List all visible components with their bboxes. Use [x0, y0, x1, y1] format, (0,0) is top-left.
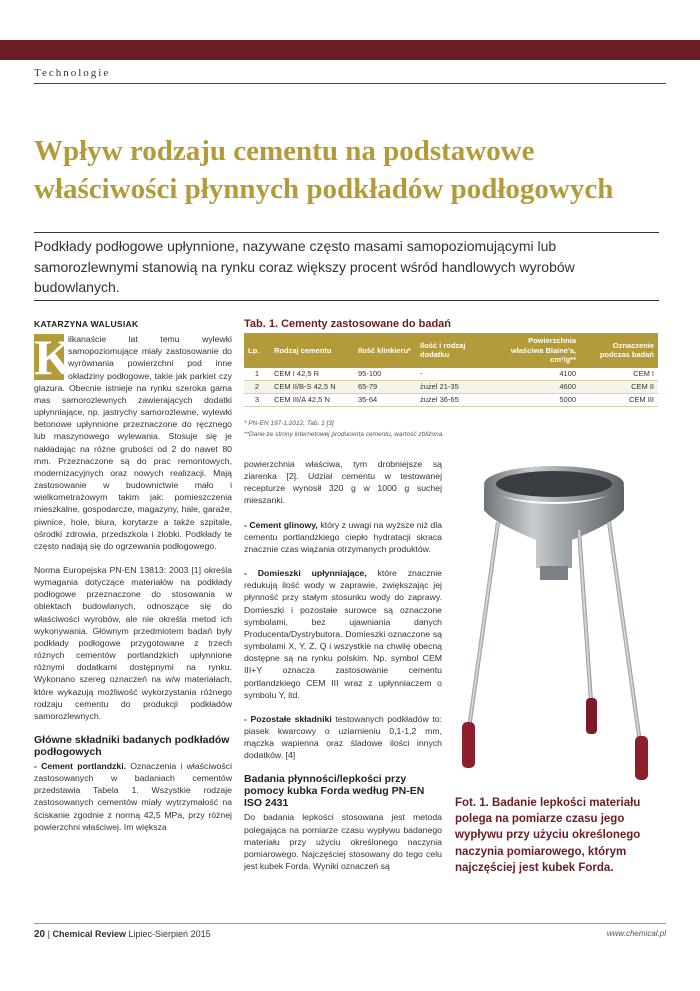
table-row — [244, 380, 658, 393]
label-other: - Pozostałe składniki — [244, 713, 332, 724]
ford-cup-photo — [452, 460, 662, 785]
issue-date: Lipiec-Sierpień 2015 — [128, 929, 211, 939]
paragraph-admixtures — [244, 567, 442, 701]
cell-designation: CEM II — [580, 380, 658, 393]
figure-caption: Fot. 1. Badanie lepkości materiału polega na pomiarze czasu jego wypływu przy użyciu określonego naczynia pomiarowego, którym najczęściej jest kubek Forda. — [455, 797, 641, 874]
col-header-blaine: Powierzchnia właściwa Blaine'a, cm²/g** — [492, 333, 580, 368]
paragraph-intro-text: ilkanaście lat temu wylewki samopoziomujące miały zastosowanie do wyrównania powierzchni pod inne okładziny podłogowe, takie jak parkiet czy glazura. Obecnie istnieje na rynku szeroka gama mas samorozlewnych zawierających dodatki upłynniające, np. jastrychy samorozlewne, wylewki betonowe upłynnione przeznaczone do ręcznego lub maszynowego wylewania. Stosuje się je nakładając na różne grubości od 2 do nawet 80 mm. Przeznaczone są do prac remontowych, modernizacyjnych oraz nowych realizacji. Mają zastosowanie w budownictwie mało i wielkometrażowym takim jak: pomieszczenia mieszkalne, gospodarcze, magazyny, hale, garaże, piwnice, hole, biura, korytarze a także szpitale, ośrodki zdrowia, przedszkola i żłobki. Podkłady te często nadają się do ogrzewania podłogowego. — [34, 334, 232, 551]
title-line-1: Wpływ rodzaju cementu na podstawowe — [34, 135, 535, 167]
article-title — [34, 132, 674, 208]
top-color-bar — [0, 40, 700, 60]
cement-table — [244, 333, 658, 407]
cell-blaine: 4100 — [492, 368, 580, 381]
subheading-components: Główne składniki badanych podkładów podłogowych — [34, 734, 230, 758]
lead-divider-top — [34, 232, 659, 233]
col-header-additive: Ilość i rodzaj dodatku — [416, 333, 492, 368]
cell-additive: - — [416, 368, 492, 381]
text-other: testowanych podkładów to: piasek kwarcowy o uziarnieniu 0,1-1,2 mm, mączka wapienna oraz śladowe ilości innych dodatków. [4] — [244, 713, 442, 761]
cell-lp: 2 — [244, 380, 270, 393]
cell-clinker: 65-79 — [354, 380, 416, 393]
cell-type: CEM II/B-S 42,5 N — [270, 380, 354, 393]
page-number: 20 — [34, 929, 46, 940]
article-lead: Podkłady podłogowe upłynnione, nazywane często masami samopoziomującymi lub samorozlewnymi stanowią na rynku coraz większy procent wśród handlowych wyrobów budowlanych. — [34, 238, 575, 295]
paragraph-viscosity: Do badania lepkości stosowana jest metoda polegająca na pomiarze czasu wypływu badanego materiału przy użyciu określonego naczynia pomiarowego. Najczęściej stosowany do tego celu jest kubek Forda. Wyniki oznaczeń są — [244, 812, 442, 872]
subheading-viscosity: Badania płynności/lepkości przy pomocy kubka Forda według PN-EN ISO 2431 — [244, 773, 425, 810]
cell-blaine: 4600 — [492, 380, 580, 393]
col-header-lp: Lp. — [244, 333, 270, 368]
col-header-type: Rodzaj cementu — [270, 333, 354, 368]
paragraph-intro — [34, 329, 232, 552]
section-divider — [34, 83, 666, 84]
table-row — [244, 393, 658, 406]
cell-designation: CEM I — [580, 368, 658, 381]
cell-clinker: 95-100 — [354, 368, 416, 381]
footnote-1: * PN-EN 197-1:2012, Tab. 1 [3] — [244, 420, 334, 427]
magazine-name: Chemical Review — [52, 929, 127, 939]
footer-left: 20 | Chemical Review Lipiec-Sierpień 2015 — [34, 929, 211, 940]
column-left — [34, 318, 232, 845]
drop-cap: K — [34, 329, 73, 386]
rubber-feet — [462, 698, 648, 780]
column-middle — [244, 458, 442, 884]
text-portland: Oznaczenia i właściwości zastosowanych w badaniach cementów przedstawia Tabela 1. Wszystkie rodzaje zastosowanych cementów miały wytrzymałość na ściskanie zgodnie z normą 42,5 MPa, przy różnej powierzchni właściwej. Im większa — [34, 761, 232, 832]
table-header-row — [244, 333, 658, 368]
cell-blaine: 5000 — [492, 393, 580, 406]
col-header-clinker: Ilość klinkieru* — [354, 333, 416, 368]
col-header-designation: Oznaczenie podczas badań — [580, 333, 658, 368]
cell-designation: CEM III — [580, 393, 658, 406]
paragraph-norm: Norma Europejska PN-EN 13813: 2003 [1] określa wymagania dotyczące materiałów na podkłady podłogowe przeznaczone do stosowania w obiektach budowlanych, odnoszące się do właściwości wyrobów, ale nie określa metod ich wykonywania. Głównym przedmiotem badań były podkłady podłogowe przygotowane z trzech różnych cementów portlandzkich upłynnione różnymi dodatkami dostępnymi na rynku. Wykonano szereg oznaczeń na w/w materiałach, które wykazują możliwość wykorzystania różnego rodzaju cementu do produkcji podkładów samorozlewnych. — [34, 564, 232, 721]
footer-divider — [34, 923, 666, 924]
label-portland: - Cement portlandzki. — [34, 761, 127, 771]
section-label: Technologie — [34, 67, 111, 79]
table-row — [244, 368, 658, 381]
cell-lp: 1 — [244, 368, 270, 381]
cell-type: CEM I 42,5 R — [270, 368, 354, 381]
funnel-icon — [484, 466, 624, 580]
footer-url: www.chemical.pl — [606, 929, 666, 938]
cell-lp: 3 — [244, 393, 270, 406]
cell-type: CEM III/A 42,5 N — [270, 393, 354, 406]
cell-additive: żużel 21-35 — [416, 380, 492, 393]
lead-divider-bottom — [34, 300, 659, 301]
text-admixtures: które znacznie redukują ilość wody w zaprawie, zwiększając jej płynność przy stałym stosunku wody do zaprawy. Domieszki i pozostałe surowce są oznaczone symbolami, bez ujawniania danych Producenta/Dystrybutora. Domieszki oznaczone są symbolami X, Y, Z, Q i wszystkie na chwilę obecną dostępne są na rynku polskim. Np. symbol CEM III+Y oznacza zastosowanie cementu portlandzkiego CEM III wraz z upłynniaczem o symbolu Y, itd. — [244, 568, 443, 700]
paragraph-portland — [34, 760, 232, 833]
paragraph-other — [244, 713, 442, 762]
paragraph-surface: powierzchnia właściwa, tym drobniejsze są ziarenka [2]. Udział cementu w testowanej recepturze wynosił 320 g w 1000 g suchej mieszanki. — [244, 459, 442, 506]
cell-clinker: 35-64 — [354, 393, 416, 406]
table-footnotes — [244, 418, 444, 440]
title-line-2: właściwości płynnych podkładów podłogowych — [34, 173, 614, 205]
text-alumina: który z uwagi na wyższe niż dla cementu portlandzkiego ciepło hydratacji skraca znacznie czas wiązania otrzymanych produktów. — [244, 519, 442, 554]
cell-additive: żużel 36-65 — [416, 393, 492, 406]
label-admixtures: - Domieszki upłynniające, — [244, 568, 367, 579]
footnote-2: **Dane ze strony internetowej producenta cementu, wartość zbliżona. — [244, 431, 445, 438]
label-alumina: - Cement glinowy, — [244, 519, 318, 530]
table-title: Tab. 1. Cementy zastosowane do badań — [244, 318, 452, 330]
paragraph-alumina — [244, 519, 442, 555]
author-name: KATARZYNA WALUSIAK — [34, 319, 139, 329]
